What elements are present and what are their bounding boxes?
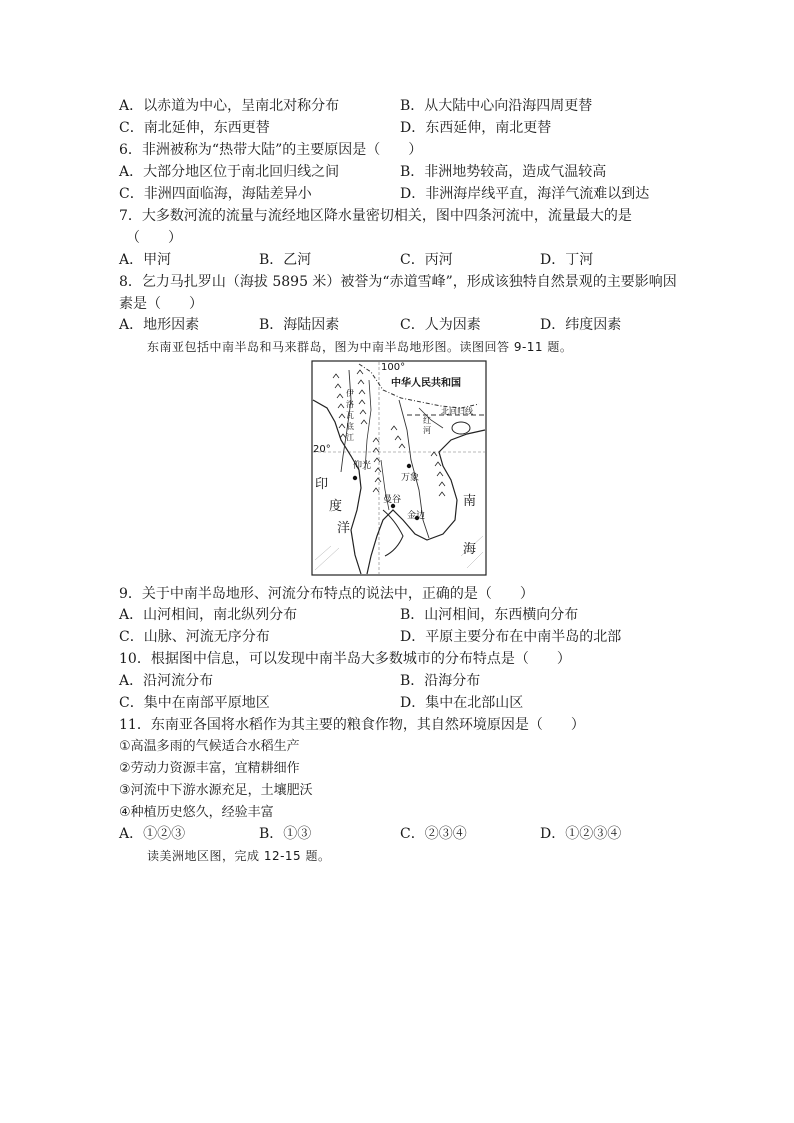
- q6-option-a: A．大部分地区位于南北回归线之间: [119, 164, 340, 180]
- q7-option-b: B．乙河: [259, 252, 312, 268]
- q6-option-b: B．非洲地势较高，造成气温较高: [400, 164, 607, 180]
- q6-option-d: D．非洲海岸线平直，海洋气流难以到达: [400, 186, 650, 202]
- q7-option-c: C．丙河: [400, 252, 453, 268]
- label-phnompenh: 金边: [407, 511, 426, 521]
- label-red-river-char-2: 河: [423, 426, 431, 435]
- q11-option-d: D．①②③④: [540, 826, 622, 842]
- label-irrawaddy-char-1: 伊: [346, 389, 354, 398]
- q10-option-c: C．集中在南部平原地区: [119, 695, 270, 711]
- label-irrawaddy-char-4: 底: [346, 422, 354, 431]
- q5-option-a: A．以赤道为中心，呈南北对称分布: [119, 98, 340, 114]
- q7-option-a: A．甲河: [119, 252, 172, 268]
- q9-option-a: A．山河相间，南北纵列分布: [119, 607, 298, 623]
- q5-option-d: D．东西延伸，南北更替: [400, 120, 552, 136]
- label-indian-ocean-char-1: 印: [315, 477, 329, 492]
- q8-option-a: A．地形因素: [119, 317, 200, 333]
- label-irrawaddy-char-3: 瓦: [346, 411, 354, 420]
- section-intro-12-15: 读美洲地区图，完成 12-15 题。: [147, 849, 331, 863]
- label-bangkok: 曼谷: [383, 495, 402, 505]
- q11-option-c: C．②③④: [400, 826, 467, 842]
- q10-stem: 10．根据图中信息，可以发现中南半岛大多数城市的分布特点是（ ）: [119, 651, 571, 667]
- q5-option-b: B．从大陆中心向沿海四周更替: [400, 98, 593, 114]
- label-irrawaddy-char-2: 洛: [346, 400, 354, 409]
- q11-statement-2: ②劳动力资源丰富，宜精耕细作: [119, 761, 300, 776]
- q11-statement-4: ④种植历史悠久，经验丰富: [119, 805, 274, 820]
- q10-option-a: A．沿河流分布: [119, 673, 214, 689]
- map-drawing: [311, 360, 487, 576]
- label-south-sea-char-1: 南: [463, 494, 477, 509]
- q7-stem-line2: （ ）: [126, 230, 182, 246]
- q8-stem-line2: 素是（ ）: [119, 296, 203, 312]
- q8-option-c: C．人为因素: [400, 317, 481, 333]
- q11-statement-3: ③河流中下游水源充足，土壤肥沃: [119, 783, 313, 798]
- q8-stem-line1: 8．乞力马扎罗山（海拔 5895 米）被誉为“赤道雪峰”，形成该独特自然景观的主要影响因: [119, 274, 677, 290]
- q7-stem-line1: 7．大多数河流的流量与流经地区降水量密切相关，图中四条河流中，流量最大的是: [119, 208, 632, 224]
- q5-option-c: C．南北延伸，东西更替: [119, 120, 270, 136]
- q9-option-c: C．山脉、河流无序分布: [119, 629, 270, 645]
- label-red-river-char-1: 红: [423, 416, 431, 425]
- q9-option-d: D．平原主要分布在中南半岛的北部: [400, 629, 622, 645]
- q8-option-d: D．纬度因素: [540, 317, 622, 333]
- q6-stem: 6．非洲被称为“热带大陆”的主要原因是（ ）: [119, 142, 423, 158]
- q11-statement-1: ①高温多雨的气候适合水稻生产: [119, 739, 300, 754]
- label-indian-ocean-char-3: 洋: [337, 521, 351, 536]
- label-longitude-100: 100°: [381, 362, 406, 373]
- label-indian-ocean: [315, 474, 350, 540]
- label-indian-ocean-char-2: 度: [329, 499, 343, 514]
- label-red-river: [423, 416, 431, 436]
- q9-stem: 9．关于中南半岛地形、河流分布特点的说法中，正确的是（ ）: [119, 586, 534, 602]
- label-irrawaddy-char-5: 江: [346, 433, 354, 442]
- label-tropic: 北回归线: [441, 407, 473, 416]
- label-vientiane: 万象: [401, 473, 420, 483]
- label-south-sea-char-2: 海: [463, 542, 477, 557]
- q10-option-b: B．沿海分布: [400, 673, 481, 689]
- q11-option-b: B．①③: [259, 826, 312, 842]
- q9-option-b: B．山河相间，东西横向分布: [400, 607, 579, 623]
- label-irrawaddy-river: [346, 388, 354, 443]
- section-intro-9-11: 东南亚包括中南半岛和马来群岛，图为中南半岛地形图。读图回答 9-11 题。: [147, 340, 573, 354]
- q10-option-d: D．集中在北部山区: [400, 695, 524, 711]
- q11-stem: 11．东南亚各国将水稻作为其主要的粮食作物，其自然环境原因是（ ）: [119, 717, 585, 733]
- label-china: 中华人民共和国: [391, 378, 461, 389]
- indochina-terrain-map: [311, 360, 487, 576]
- label-yangon: 仰光: [353, 461, 372, 471]
- q6-option-c: C．非洲四面临海，海陆差异小: [119, 186, 312, 202]
- city-dot-vientiane: [407, 464, 411, 468]
- label-south-sea: [463, 478, 476, 574]
- q11-option-a: A．①②③: [119, 826, 186, 842]
- city-dot-yangon: [353, 476, 357, 480]
- q8-option-b: B．海陆因素: [259, 317, 340, 333]
- q7-option-d: D．丁河: [540, 252, 594, 268]
- label-latitude-20: 20°: [313, 444, 331, 455]
